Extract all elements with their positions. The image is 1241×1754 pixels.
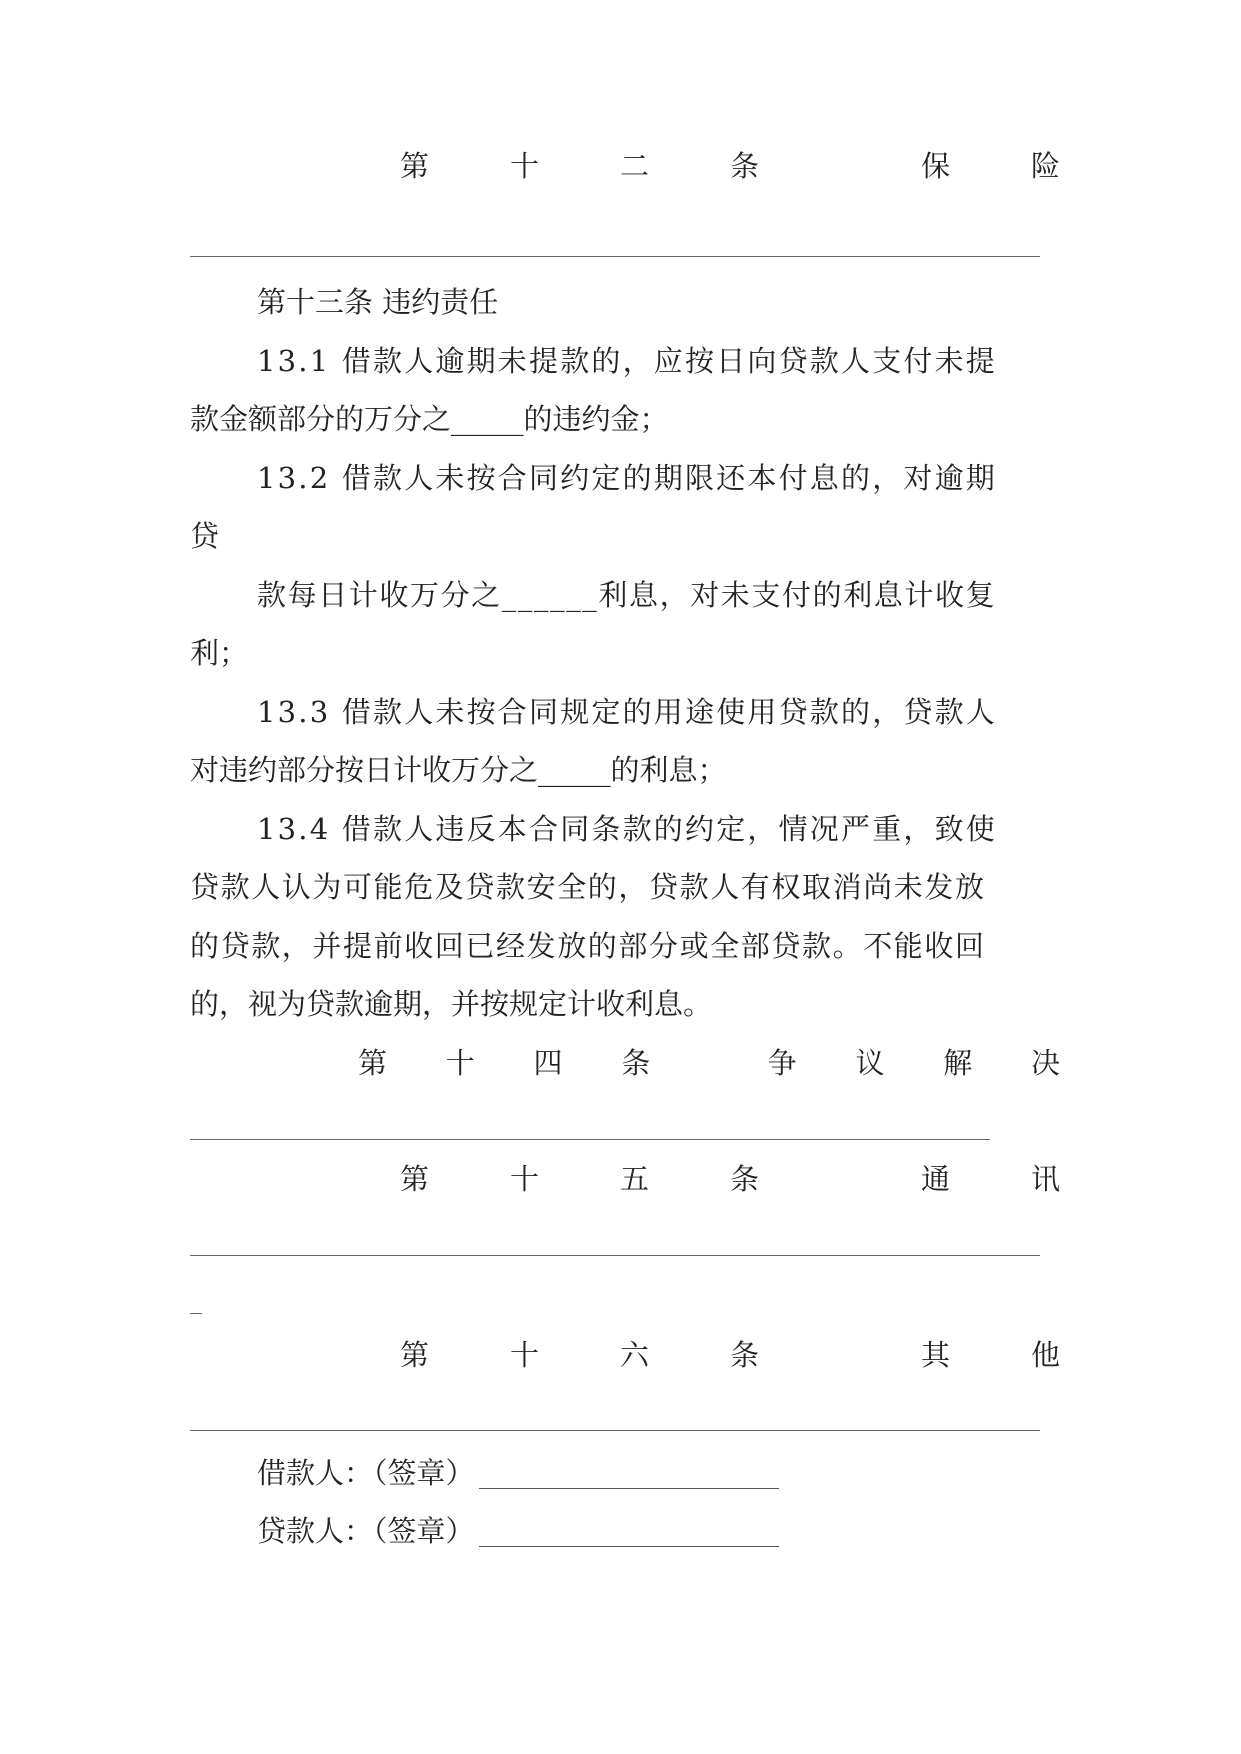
borrower-signature-line[interactable] [479, 1488, 779, 1489]
article14-title-char: 议 [855, 1046, 885, 1080]
article15-title-char: 通 [920, 1162, 950, 1196]
article14-title-char: 争 [767, 1046, 797, 1080]
article16-fill-line [190, 1430, 1040, 1431]
article14-fill-line [190, 1139, 990, 1140]
article13-p2-line2: 贷 [190, 519, 220, 553]
article12-title-char: 险 [1030, 149, 1060, 183]
article16-title-char: 其 [920, 1338, 950, 1372]
article13-p3-line2: 对违约部分按日计收万分之_____的利息； [190, 753, 727, 787]
article13-p4-line4: 的，视为贷款逾期，并按规定计收利息。 [190, 987, 713, 1021]
article12-char: 二 [620, 149, 650, 183]
article16-char: 六 [620, 1338, 650, 1372]
article12-char: 第 [400, 149, 430, 183]
article12-char: 十 [510, 149, 540, 183]
article14-heading [358, 1043, 1060, 1083]
borrower-signature-label: 借款人：（签章） [257, 1456, 475, 1490]
article13-p4-line2: 贷款人认为可能危及贷款安全的，贷款人有权取消尚未发放 [190, 870, 986, 904]
article14-char: 十 [445, 1046, 475, 1080]
article14-char: 四 [533, 1046, 563, 1080]
article14-char: 第 [358, 1046, 388, 1080]
article12-fill-line [190, 256, 1040, 257]
article15-char: 五 [620, 1162, 650, 1196]
article15-fill-line [190, 1255, 1040, 1256]
article15-char: 十 [510, 1162, 540, 1196]
article16-title-char: 他 [1030, 1338, 1060, 1372]
borrower-signature-row [257, 1453, 1060, 1493]
article13-p2-line4: 利； [190, 636, 249, 670]
lender-signature-label: 贷款人：（签章） [257, 1514, 475, 1548]
article16-char: 十 [510, 1338, 540, 1372]
article12-title-char: 保 [920, 149, 950, 183]
lender-signature-row [257, 1511, 1060, 1551]
article13-heading: 第十三条 违约责任 [257, 285, 499, 319]
article14-title-char: 决 [1030, 1046, 1060, 1080]
article15-heading [400, 1159, 1060, 1199]
article16-char: 条 [730, 1338, 760, 1372]
article14-title-char: 解 [943, 1046, 973, 1080]
article15-char: 第 [400, 1162, 430, 1196]
article12-char: 条 [730, 149, 760, 183]
article13-p3-line1: 13.3 借款人未按合同规定的用途使用贷款的，贷款人 [257, 695, 997, 729]
article13-p2-line3: 款每日计收万分之______利息，对未支付的利息计收复 [257, 578, 997, 612]
article12-heading [400, 146, 1060, 186]
article15-char: 条 [730, 1162, 760, 1196]
article13-p1-line2: 款金额部分的万分之_____的违约金； [190, 402, 669, 436]
article13-p1-line1: 13.1 借款人逾期未提款的，应按日向贷款人支付未提 [257, 344, 997, 378]
article15-title-char: 讯 [1030, 1162, 1060, 1196]
article13-p4-line1: 13.4 借款人违反本合同条款的约定，情况严重，致使 [257, 812, 997, 846]
article14-char: 条 [621, 1046, 651, 1080]
article16-char: 第 [400, 1338, 430, 1372]
lender-signature-line[interactable] [479, 1546, 779, 1547]
article15-fill-line-end [190, 1313, 202, 1314]
article16-heading [400, 1335, 1060, 1375]
article13-p4-line3: 的贷款，并提前收回已经发放的部分或全部贷款。不能收回 [190, 929, 986, 963]
article13-p2-line1: 13.2 借款人未按合同约定的期限还本付息的，对逾期 [257, 461, 997, 495]
